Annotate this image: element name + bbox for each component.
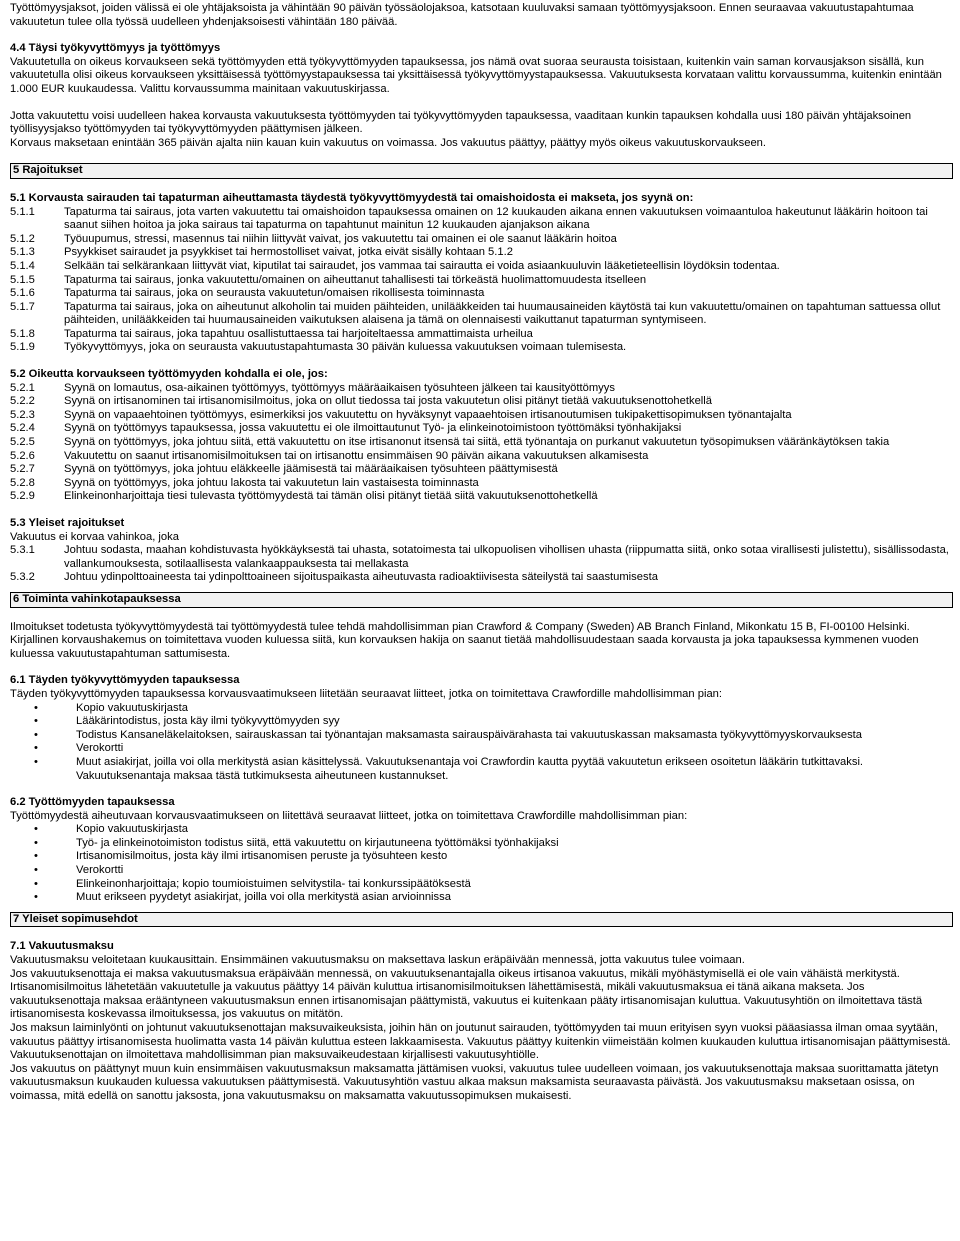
clause-number: 5.2.8	[10, 476, 35, 489]
clause-text: Johtuu ydinpolttoaineesta tai ydinpolttoaineen sijoituspaikasta aiheutuvasta radioaktiivisesta säteilystä tai saastumisesta	[64, 571, 658, 584]
section-5-3-heading: 5.3 Yleiset rajoitukset	[10, 517, 125, 529]
section-5-1-list	[10, 206, 955, 356]
clause-text: Tapaturma tai sairaus, joka tapahtuu osallistuttaessa tai harjoiteltaessa ammattimaista urheilua	[64, 327, 533, 340]
list-item: • Muut asiakirjat, joilla voi olla merkitystä asian käsittelyssä. Vakuutuksenantaja voi Crawfordin kautta pyytää vakuutetun erikseen osoitetun lääkärin tutkittavaksi. Vakuutuksenantaja maksaa tästä tutkimuksesta aiheutuneen kustannukset.	[10, 756, 955, 783]
section-4-4-paragraph-2: Jotta vakuutettu voisi uudelleen hakea korvausta vakuutuksesta työttömyyden tai työkyvyttömyyden tapauksessa, vaaditaan kunkin tapauksen kohdalla uusi 180 päivän yhtäjaksoinen työllisyysjakso työttömyyden tai työkyvyttömyyden päättymisen jälkeen.	[10, 109, 912, 136]
clause-item	[10, 490, 955, 504]
clause-text: Tapaturma tai sairaus, jonka vakuutettu/omainen on aiheuttanut tahallisesti tai törkeästä huolimattomuudesta itselleen	[64, 273, 647, 286]
section-6-1-heading: 6.1 Täyden työkyvyttömyyden tapauksessa	[10, 674, 240, 687]
clause-item	[10, 422, 955, 436]
list-item: • Työ- ja elinkeinotoimiston todistus siitä, että vakuutettu on kirjautuneena työttömäksi työnhakijaksi	[10, 837, 955, 851]
clause-text: Syynä on työttömyys, joka johtuu eläkkeelle jäämisestä tai määräaikaisen työsuhteen päättymisestä	[64, 463, 558, 476]
clause-number: 5.1.6	[10, 287, 35, 300]
clause-text: Työkyvyttömyys, joka on seurausta vakuutustapahtumasta 30 päivän kuluessa vakuutuksen voimaan tulemisesta.	[64, 341, 627, 354]
clause-item	[10, 409, 955, 423]
section-4-4-heading: 4.4 Täysi työkyvyttömyys ja työttömyys	[10, 42, 221, 55]
section-6-1-intro: Täyden työkyvyttömyyden tapauksessa korvausvaatimukseen liitetään seuraavat liitteet, jotka on toimitettava Crawfordille mahdollisimman pian:	[10, 687, 722, 700]
list-item: • Kopio vakuutuskirjasta	[10, 702, 955, 716]
clause-text: Selkään tai selkärankaan liittyvät viat, kiputilat tai sairaudet, jos vammaa tai sairautta ei voida asiaankuuluvin lääketieteellisin löydöksin todentaa.	[64, 259, 780, 272]
clause-number: 5.2.1	[10, 381, 35, 394]
clause-text: Syynä on lomautus, osa-aikainen työttömyys, työttömyys määräaikaisen työsuhteen jälkeen tai kausityöttömyys	[64, 381, 615, 394]
clause-number: 5.1.9	[10, 341, 35, 354]
clause-item	[10, 382, 955, 396]
clause-text: Syynä on irtisanominen tai irtisanomisilmoitus, joka on ollut tiedossa tai josta vakuutetun olisi pitänyt tietää vakuutuksenottohetkellä	[64, 395, 712, 408]
clause-text: Elinkeinonharjoittaja tiesi tulevasta työttömyydestä tai tämän olisi pitänyt tietää siitä vakuutuksenottohetkellä	[64, 490, 598, 503]
section-5-2-list	[10, 382, 955, 504]
clause-text: Psyykkiset sairaudet ja psyykkiset tai hermostolliset vaivat, jotka eivät sisälly kohtaan 5.1.2	[64, 246, 513, 259]
section-7-1-paragraph-2: Jos vakuutuksenottaja ei maksa vakuutusmaksua eräpäivään mennessä, on vakuutuksenantajalla oikeus irtisanoa vakuutus, mikäli myöhästymisellä ei ole vain vähäistä merkitystä. Irtisanomisilmoitus lähetetään vakuutetulle ja vakuutus päättyy 14 päivän kuluttua irtisanomisilmoituksen lähettämisestä, mikäli vakuutusmaksua ei tänä aikana makseta. Jos vakuutuksenottaja maksaa erääntyneen vakuutusmaksun ennen irtisanomisajan päättymistä, vakuutus ei kuitenkaan pääty irtisanomisajan kuluttua. Vakuutusyhtiön on ilmoitettava tästä irtisanomisesta koskevassa ilmoituksessa, jos vakuutus on mitätön.	[10, 967, 923, 1021]
section-7-1-paragraph-3: Jos maksun laiminlyönti on johtunut vakuutuksenottajan maksuvaikeuksista, joihin hän on joutunut sairauden, työttömyyden tai muun erityisen syyn vuoksi pääasiassa ilman omaa syytään, vakuutus päättyy irtisanomisesta huolimatta vasta 14 päivän kuluttua esteen lakkaamisesta. Vakuutus päättyy kuitenkin viimeistään kolmen kuukauden kuluttua irtisanomisajan päättymisestä. Vakuutuksenottajan on ilmoitettava mahdollisimman pian maksuvaikeudestaan kirjallisesti vakuutusyhtiölle.	[10, 1022, 951, 1062]
list-item: • Kopio vakuutuskirjasta	[10, 823, 955, 837]
list-item: • Todistus Kansaneläkelaitoksen, sairauskassan tai työnantajan maksamasta sairauspäivärahasta tai vakuutuskassan maksamasta työkyvyttömyyskorvauksesta	[10, 729, 955, 743]
clause-item	[10, 341, 955, 355]
section-4-4-paragraph-3: Korvaus maksetaan enintään 365 päivän ajalta niin kauan kuin vakuutus on voimassa. Jos vakuutus päättyy, päättyy myös oikeus vakuutuskorvaukseen.	[10, 136, 767, 149]
clause-text: Tapaturma tai sairaus, joka on aiheutunut alkoholin tai muiden päihteiden, unilääkkeiden tai huumausaineiden käytöstä tai kun vakuutettu/omainen on tapahtuman sattuessa ollut päihteiden, unilääkkeiden tai huumausaineiden vaikutuksen alaisena ja tämä on olennaisesti vaikuttanut tapaturman syntymiseen.	[64, 300, 941, 327]
intro-paragraph: Työttömyysjaksot, joiden välissä ei ole yhtäjaksoista ja vähintään 90 päivän työssäolojaksoa, katsotaan kuuluvaksi samaan työttömyysjaksoon. Ennen seuraavaa vakuutustapahtumaa vakuutetun tulee olla työssä uudelleen yhdenjaksoisesti vähintään 180 päivää.	[10, 2, 914, 28]
clause-item	[10, 436, 955, 450]
clause-number: 5.1.2	[10, 232, 35, 245]
section-6-2-intro: Työttömyydestä aiheutuvaan korvausvaatimukseen on liitettävä seuraavat liitteet, jotka on toimitettava Crawfordille mahdollisimman pian:	[10, 809, 688, 822]
clause-item	[10, 477, 955, 491]
section-5-2-heading: 5.2 Oikeutta korvaukseen työttömyyden kohdalla ei ole, jos:	[10, 368, 328, 381]
clause-item	[10, 328, 955, 342]
clause-number: 5.2.6	[10, 449, 35, 462]
clause-item	[10, 544, 955, 571]
clause-text: Syynä on työttömyys, joka johtuu lakosta tai vakuutetun lain vastaisesta toiminnasta	[64, 476, 479, 489]
section-5-heading: 5 Rajoitukset	[10, 163, 953, 179]
clause-item	[10, 274, 955, 288]
section-6-2-list	[10, 823, 955, 905]
clause-text: Vakuutettu on saanut irtisanomisilmoituksen tai on irtisanottu ensimmäisen 90 päivän aikana vakuutuksen alkamisesta	[64, 449, 649, 462]
clause-item	[10, 260, 955, 274]
list-item: • Elinkeinonharjoittaja; kopio toumioistuimen selvitystila- tai konkurssipäätöksestä	[10, 878, 955, 892]
clause-number: 5.2.7	[10, 463, 35, 476]
clause-number: 5.2.5	[10, 436, 35, 449]
section-6-2-heading: 6.2 Työttömyyden tapauksessa	[10, 796, 175, 809]
clause-item	[10, 206, 955, 233]
clause-item	[10, 233, 955, 247]
clause-number: 5.1.1	[10, 205, 35, 218]
list-item: • Irtisanomisilmoitus, josta käy ilmi irtisanomisen peruste ja työsuhteen kesto	[10, 850, 955, 864]
clause-text: Syynä on työttömyys, joka johtuu siitä, että vakuutettu on itse irtisanonut itsensä tai siitä, että työnantaja on purkanut vakuutetun työsopimuksen vääränkäytöksen takia	[64, 436, 890, 449]
section-7-1-paragraph-4: Jos vakuutus on päättynyt muun kuin ensimmäisen vakuutusmaksun maksamatta jättämisen vuoksi, vakuutus tulee uudelleen voimaan, jos vakuutuksenottaja maksaa suorittamatta jätetyn vakuutusmaksun kuukauden kuluessa vakuutuksen päättymisestä. Vakuutusyhtiön vastuu alkaa maksun maksamista seuraavasta päivästä. Jos vakuutusmaksu maksetaan osissa, on voimassa, mitä edellä on sanottu jaksosta, jona vakuutusmaksu on maksamatta vakuutussopimuksen mukaisesti.	[10, 1062, 939, 1102]
section-7-1-heading: 7.1 Vakuutusmaksu	[10, 940, 114, 953]
clause-number: 5.1.3	[10, 246, 35, 259]
list-item: • Verokortti	[10, 864, 955, 878]
clause-number: 5.2.4	[10, 422, 35, 435]
clause-item	[10, 571, 955, 585]
clause-item	[10, 301, 955, 328]
clause-number: 5.1.7	[10, 300, 35, 313]
clause-number: 5.2.3	[10, 408, 35, 421]
section-5-3-list	[10, 544, 955, 585]
clause-text: Työuupumus, stressi, masennus tai niihin liittyvät vaivat, jos vakuutettu tai omainen ei ole saanut lääkärin hoitoa	[64, 232, 617, 245]
list-item: • Lääkärintodistus, josta käy ilmi työkyvyttömyyden syy	[10, 715, 955, 729]
clause-item	[10, 287, 955, 301]
section-7-heading: 7 Yleiset sopimusehdot	[10, 912, 953, 928]
section-6-1-list	[10, 702, 955, 784]
clause-number: 5.1.5	[10, 273, 35, 286]
clause-item	[10, 395, 955, 409]
clause-text: Syynä on työttömyys tapauksessa, jossa vakuutettu ei ole ilmoittautunut Työ- ja elinkeinotoimistoon työttömäksi työnhakijaksi	[64, 422, 682, 435]
clause-text: Tapaturma tai sairaus, joka on seurausta vakuutetun/omaisen rikollisesta toiminnasta	[64, 287, 485, 300]
list-item: • Muut erikseen pyydetyt asiakirjat, joilla voi olla merkitystä asian arvioinnissa	[10, 891, 955, 905]
clause-text: Johtuu sodasta, maahan kohdistuvasta hyökkäyksestä tai uhasta, sotatoimesta tai ulkopuolisen vihollisen uhasta (riippumatta siitä, onko sotaa virallisesti julistettu), sisällissodasta, vallankumouksesta, sotilaallisesta valankaappauksesta tai mellakasta	[64, 544, 949, 570]
section-7-1-paragraph-1: Vakuutusmaksu veloitetaan kuukausittain. Ensimmäinen vakuutusmaksu on maksettava laskun eräpäivään mennessä, jotta vakuutus tulee voimaan.	[10, 954, 745, 967]
section-5-3-intro: Vakuutus ei korvaa vahinkoa, joka	[10, 530, 179, 543]
clause-item	[10, 450, 955, 464]
clause-text: Syynä on vapaaehtoinen työttömyys, esimerkiksi jos vakuutettu on hyväksynyt vapaaehtoisen irtisanoutumisen tukipakettisopimuksen työnantajalta	[64, 408, 792, 421]
clause-text: Tapaturma tai sairaus, jota varten vakuutettu tai omaishoidon tapauksessa omainen on 12 kuukauden aikana ennen vakuutuksen voimaantuloa hakeutunut lääkärin hoitoon tai saanut siihen hoitoa ja joka sairaus tai tapaturma on tapahtunut mainitun 12 kuukauden ajanjakson aikana	[64, 205, 928, 232]
section-5-1-heading: 5.1 Korvausta sairauden tai tapaturman aiheuttamasta täydestä työkyvyttömyydestä tai omaishoidosta ei makseta, jos syynä on:	[10, 191, 694, 204]
clause-number: 5.3.1	[10, 544, 35, 557]
clause-number: 5.1.4	[10, 259, 35, 272]
list-item: • Verokortti	[10, 742, 955, 756]
section-4-4-paragraph-1: Vakuutetulla on oikeus korvaukseen sekä työttömyyden että työkyvyttömyyden tapauksessa, jos nämä ovat suoraa seurausta toisistaan, kuitenkin vain saman korvausjakson sisällä, kun vakuutetulla olisi oikeus korvaukseen yksittäisessä työttömyystapauksessa tai yksittäisessä työkyvyttömyystapauksessa. Vakuutuksesta korvataan valittu korvaussumma, kuitenkin enintään 1.000 EUR kuukaudessa. Valittu korvaussumma mainitaan vakuutuskirjassa.	[10, 55, 942, 95]
clause-number: 5.1.8	[10, 327, 35, 340]
clause-item	[10, 246, 955, 260]
clause-number: 5.2.2	[10, 395, 35, 408]
section-6-heading: 6 Toiminta vahinkotapauksessa	[10, 592, 953, 608]
clause-number: 5.2.9	[10, 490, 35, 503]
clause-number: 5.3.2	[10, 571, 35, 584]
section-6-paragraph: Ilmoitukset todetusta työkyvyttömyydestä tai työttömyydestä tulee tehdä mahdollisimman pian Crawford & Company (Sweden) AB Branch Finland, Mikonkatu 15 B, FI-00100 Helsinki. Kirjallinen korvaushakemus on toimitettava vuoden kuluessa siitä, kun korvauksen hakija on saanut tietää mahdollisuudestaan saada korvausta ja joka tapauksessa kymmenen vuoden kuluessa vakuutustapahtuman sattumisesta.	[10, 620, 919, 660]
clause-item	[10, 463, 955, 477]
